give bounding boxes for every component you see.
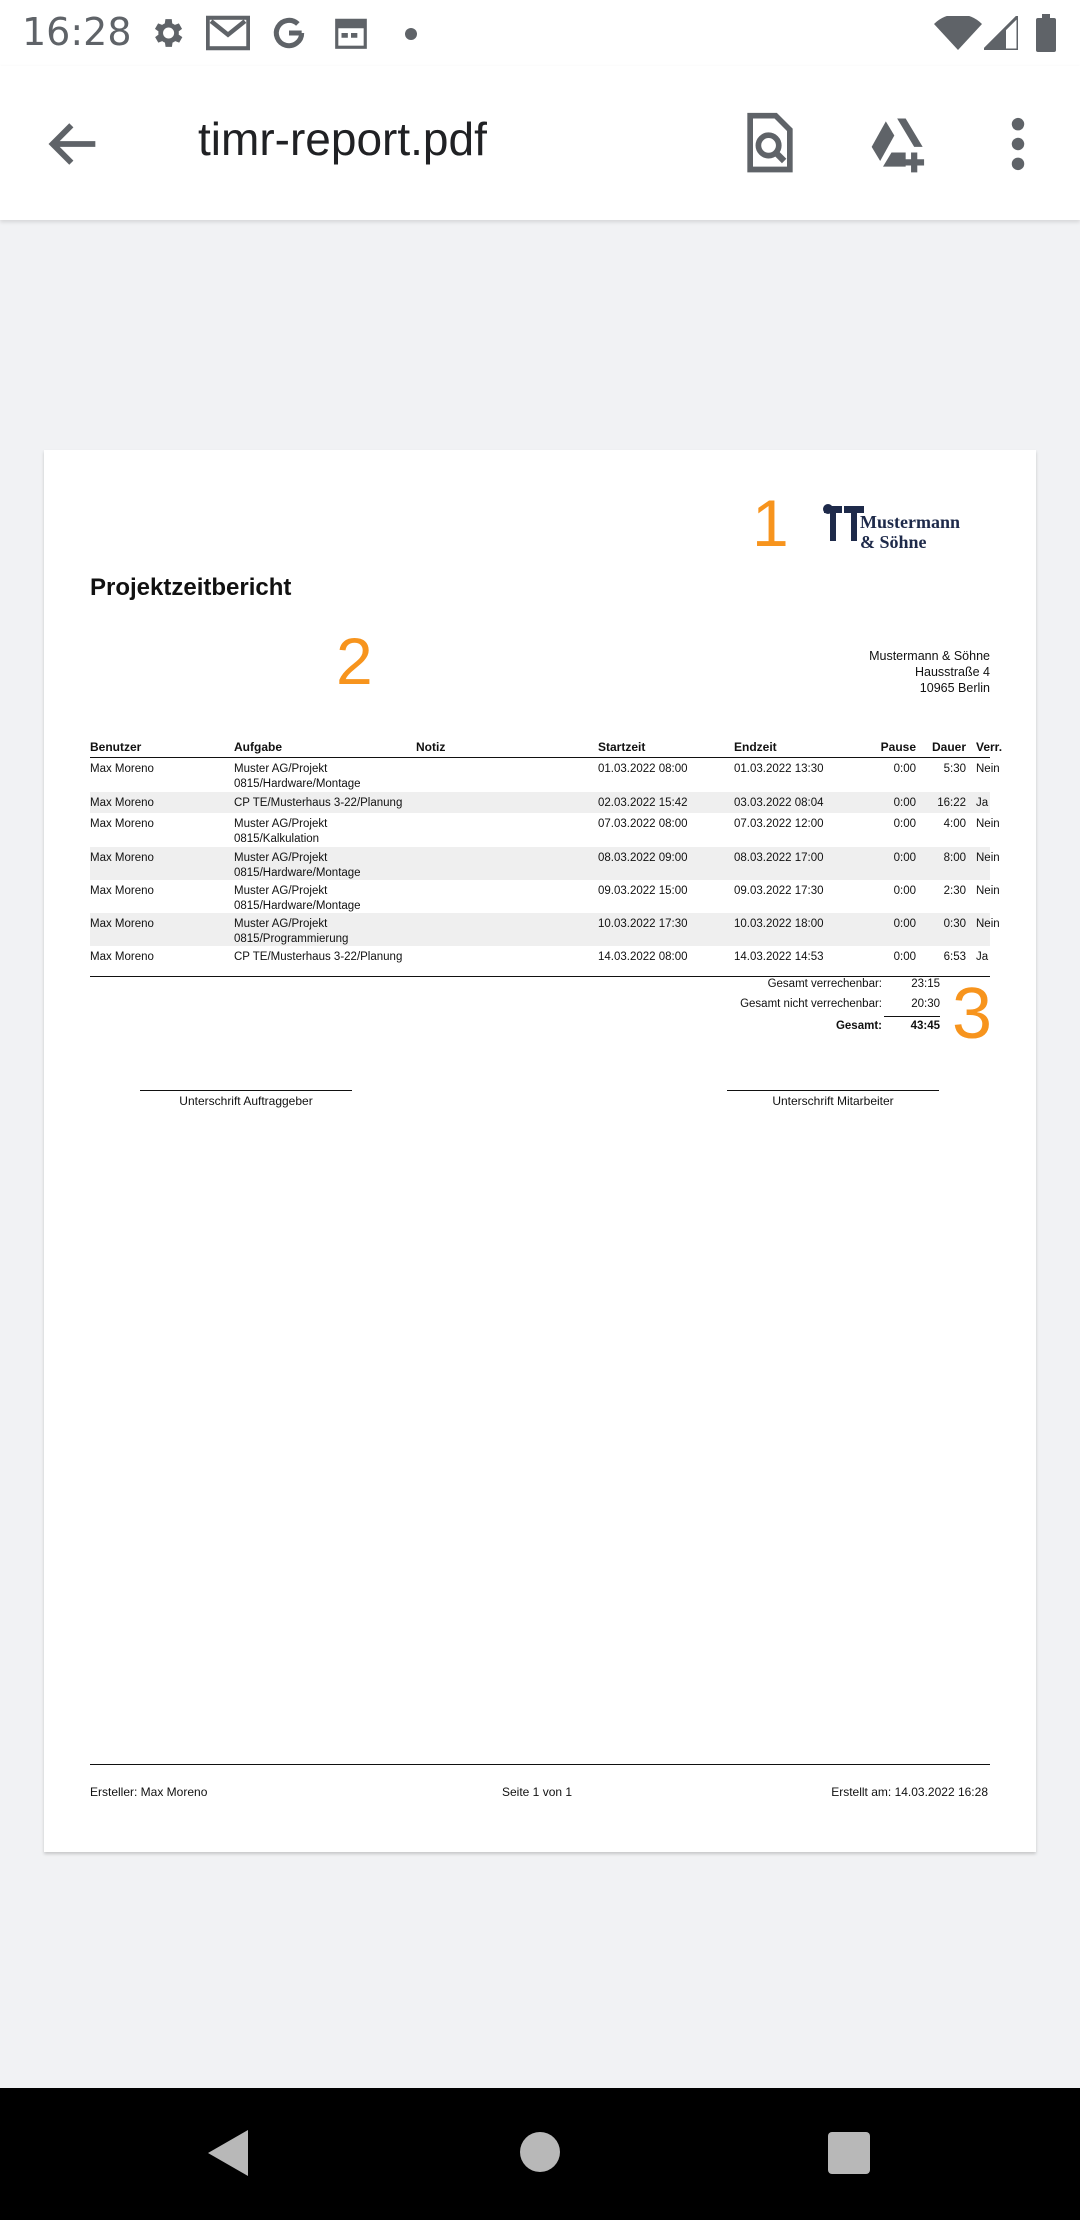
cell-duration: 2:30: [943, 885, 966, 897]
cell-user: Max Moreno: [90, 951, 154, 963]
table-row: [90, 880, 1000, 913]
cell-end: 08.03.2022 17:00: [734, 852, 824, 864]
cell-user: Max Moreno: [90, 763, 154, 775]
cell-user: Max Moreno: [90, 885, 154, 897]
add-to-drive-icon[interactable]: [866, 110, 934, 178]
column-header-note: Notiz: [416, 740, 446, 754]
calendar-icon: [332, 14, 370, 52]
cell-start: 09.03.2022 15:00: [598, 885, 688, 897]
table-row: [90, 913, 1000, 946]
column-header-billable: Verr.: [976, 740, 1003, 754]
cell-task: Muster AG/Projekt 0815/Hardware/Montage: [234, 885, 361, 912]
cell-duration: 6:53: [943, 951, 966, 963]
total-nonbillable-value: 20:30: [911, 998, 940, 1010]
cell-billable: Nein: [976, 885, 1000, 897]
table-row: [90, 946, 990, 968]
cell-pause: 0:00: [893, 818, 916, 830]
cell-end: 01.03.2022 13:30: [734, 763, 824, 775]
cell-task: Muster AG/Projekt 0815/Kalkulation: [234, 818, 328, 845]
cell-task: Muster AG/Projekt 0815/Hardware/Montage: [234, 763, 361, 790]
signal-icon: [984, 16, 1018, 50]
cell-end: 07.03.2022 12:00: [734, 818, 824, 830]
cell-start: 02.03.2022 15:42: [598, 797, 688, 809]
column-header-task: Aufgabe: [234, 740, 282, 754]
recents-nav-icon[interactable]: [828, 2132, 870, 2174]
column-header-duration: Dauer: [931, 740, 966, 754]
signature-line-client: [140, 1090, 352, 1091]
battery-icon: [1036, 14, 1056, 52]
cell-pause: 0:00: [893, 918, 916, 930]
footer-page-number: Seite 1 von 1: [502, 1785, 573, 1799]
cell-billable: Nein: [976, 918, 1000, 930]
cell-pause: 0:00: [893, 885, 916, 897]
gmail-icon: [206, 14, 250, 52]
back-nav-icon[interactable]: [204, 2128, 252, 2178]
cell-duration: 16:22: [937, 797, 966, 809]
cell-start: 10.03.2022 17:30: [598, 918, 688, 930]
cell-pause: 0:00: [893, 763, 916, 775]
table-row: [90, 847, 1000, 880]
cell-user: Max Moreno: [90, 852, 154, 864]
cell-user: Max Moreno: [90, 797, 154, 809]
total-value: 43:45: [910, 1020, 940, 1032]
more-options-icon[interactable]: [984, 110, 1052, 178]
table-row: [90, 813, 1000, 847]
system-navigation-bar: [0, 2088, 1080, 2220]
pdf-page[interactable]: [44, 450, 1036, 1852]
cell-duration: 8:00: [943, 852, 966, 864]
cell-billable: Nein: [976, 763, 1000, 775]
footer-created-date: Erstellt am: 14.03.2022 16:28: [831, 1785, 988, 1799]
cell-start: 01.03.2022 08:00: [598, 763, 688, 775]
cell-user: Max Moreno: [90, 818, 154, 830]
cell-task: Muster AG/Projekt 0815/Hardware/Montage: [234, 852, 361, 879]
signature-label-employee: Unterschrift Mitarbeiter: [772, 1094, 894, 1108]
footer-creator: Ersteller: Max Moreno: [90, 1785, 208, 1799]
annotation-number-1: 1: [752, 486, 789, 560]
google-icon: [270, 14, 308, 52]
cell-pause: 0:00: [893, 951, 916, 963]
signature-line-employee: [727, 1090, 939, 1091]
cell-start: 08.03.2022 09:00: [598, 852, 688, 864]
cell-start: 07.03.2022 08:00: [598, 818, 688, 830]
company-address: Mustermann & Söhne Hausstraße 4 10965 Berlin: [869, 649, 990, 695]
table-row: [90, 758, 1000, 792]
cell-task: Muster AG/Projekt 0815/Programmierung: [234, 918, 349, 945]
back-arrow-icon[interactable]: [42, 112, 106, 176]
total-nonbillable-label: Gesamt nicht verrechenbar:: [740, 998, 882, 1010]
cell-billable: Nein: [976, 852, 1000, 864]
total-billable-label: Gesamt verrechenbar:: [767, 978, 882, 990]
notification-dot-icon: [405, 28, 417, 40]
app-bar: [0, 66, 1080, 220]
cell-end: 09.03.2022 17:30: [734, 885, 824, 897]
cell-task: CP TE/Musterhaus 3-22/Planung: [234, 797, 403, 809]
column-header-start: Startzeit: [598, 740, 646, 754]
annotation-number-2: 2: [336, 624, 373, 698]
status-bar: [0, 0, 1080, 66]
column-header-pause: Pause: [880, 740, 916, 754]
settings-icon: [148, 14, 186, 52]
home-nav-icon[interactable]: [518, 2130, 562, 2174]
cell-end: 14.03.2022 14:53: [734, 951, 824, 963]
find-in-page-icon[interactable]: [736, 110, 804, 178]
document-title: timr-report.pdf: [198, 113, 487, 165]
logo-text: Mustermann & Söhne: [860, 512, 960, 552]
cell-end: 10.03.2022 18:00: [734, 918, 824, 930]
wifi-icon: [934, 16, 982, 50]
report-title: Projektzeitbericht: [90, 574, 292, 601]
total-billable-value: 23:15: [911, 978, 940, 990]
annotation-number-3: 3: [952, 974, 993, 1054]
cell-duration: 0:30: [943, 918, 966, 930]
table-bottom-rule: [90, 976, 990, 977]
column-header-user: Benutzer: [90, 740, 142, 754]
time-entries-table: [90, 758, 1000, 968]
cell-start: 14.03.2022 08:00: [598, 951, 688, 963]
totals-sum-rule: [884, 1016, 940, 1017]
cell-user: Max Moreno: [90, 918, 154, 930]
footer-rule: [90, 1764, 990, 1765]
cell-billable: Nein: [976, 818, 1000, 830]
signature-label-client: Unterschrift Auftraggeber: [179, 1094, 313, 1108]
cell-end: 03.03.2022 08:04: [734, 797, 824, 809]
table-row: [90, 792, 990, 813]
cell-billable: Ja: [976, 797, 989, 809]
cell-pause: 0:00: [893, 852, 916, 864]
cell-duration: 4:00: [943, 818, 966, 830]
total-label: Gesamt:: [835, 1020, 882, 1032]
cell-pause: 0:00: [893, 797, 916, 809]
cell-duration: 5:30: [943, 763, 966, 775]
cell-billable: Ja: [976, 951, 989, 963]
table-header: [90, 736, 1003, 758]
cell-task: CP TE/Musterhaus 3-22/Planung: [234, 951, 403, 963]
status-time: 16:28: [22, 10, 132, 54]
column-header-end: Endzeit: [734, 740, 777, 754]
